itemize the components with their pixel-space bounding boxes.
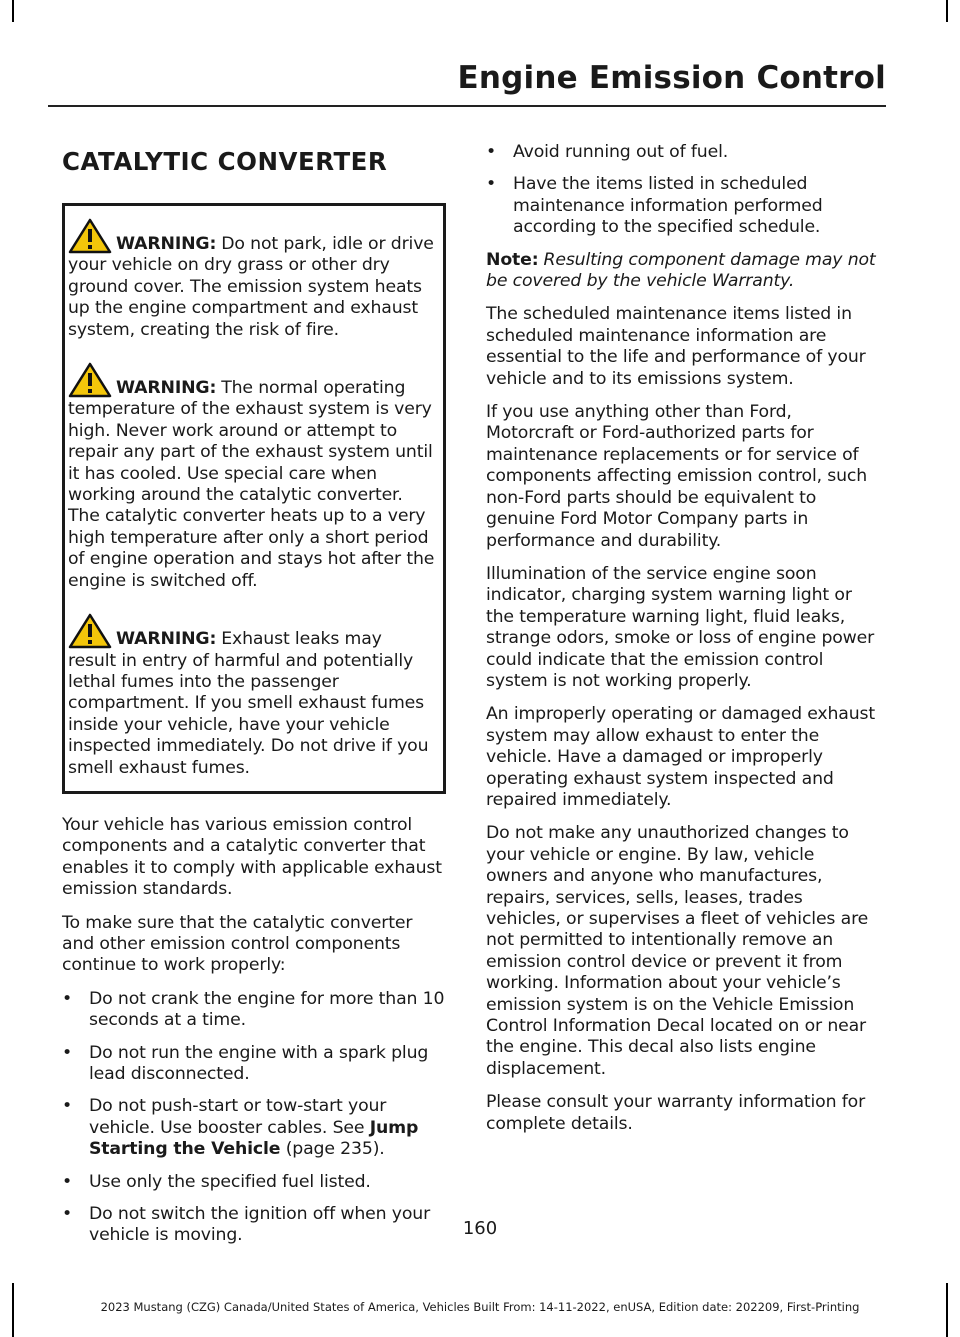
warning-triangle-icon (68, 362, 112, 398)
instructions-paragraph: To make sure that the catalytic converter and other emission control components continue to work properly: (62, 912, 413, 976)
body-paragraph: Do not make any unauthorized changes to your vehicle or engine. By law, vehicle owners and anyone who manufactures, repairs, services, sells, leases, trades vehicles, or supervises a fleet of vehicles are not permitted to intentionally remove an emission control device or prevent it from working. Information about your vehicle’s emission system is on the Vehicle Emission Control Information Decal located on or near the engine. This decal also lists engine displacement. (486, 823, 869, 1079)
warning-text: Do not park, idle or drive your vehicle on dry grass or other dry ground cover. The emission system heats up the engine compartment and exhaust system, creating the risk of fire. (68, 234, 434, 340)
bullet-icon: • (486, 174, 497, 195)
header-divider (48, 105, 886, 107)
list-item (62, 1043, 446, 1086)
bullet-icon: • (486, 142, 497, 162)
bullet-icon: • (62, 1204, 73, 1225)
body-paragraph: Please consult your warranty information for complete details. (486, 1092, 866, 1134)
warning-text: Exhaust leaks may result in entry of harmful and potentially lethal fumes into the passenger compartment. If you smell exhaust fumes inside your vehicle, have your vehicle inspected immediately. Do not drive if you smell exhaust fumes. (68, 629, 429, 778)
list-item (486, 142, 878, 163)
list-item-text: Do not crank the engine for more than 10 seconds at a time. (89, 988, 445, 1031)
list-item-text: Have the items listed in scheduled maintenance information performed according to the specified schedule. (513, 174, 823, 238)
crop-mark-top-left (12, 0, 14, 22)
page-reference: (page 235). (285, 1139, 385, 1160)
warning-box (62, 203, 446, 794)
left-column (62, 140, 446, 1258)
list-item-text: Avoid running out of fuel. (513, 142, 729, 162)
body-paragraph: Illumination of the service engine soon indicator, charging system warning light or the temperature warning light, fluid leaks, strange odors, smoke or loss of engine power could indicate that the emission control system is not working properly. (486, 563, 875, 691)
list-item (486, 174, 878, 238)
right-bullet-list (486, 142, 878, 239)
warning-2 (68, 362, 435, 592)
body-paragraph: The scheduled maintenance items listed in scheduled maintenance information are essential to the life and performance of your vehicle and to its emissions system. (486, 304, 866, 389)
list-item-text: Do not run the engine with a spark plug lead disconnected. (89, 1042, 429, 1084)
list-item (62, 989, 446, 1032)
warning-label: WARNING: (116, 629, 217, 650)
right-column (486, 142, 878, 1147)
list-item-text: Do not push-start or tow-start your vehicle. Use booster cables. See (89, 1096, 387, 1138)
page-header-title: Engine Emission Control (457, 60, 886, 96)
warning-label: WARNING: (116, 378, 217, 399)
bullet-icon: • (62, 1096, 73, 1117)
page-number: 160 (462, 1218, 498, 1239)
body-paragraph: If you use anything other than Ford, Motorcraft or Ford-authorized parts for maintenance replacements or for service of components affecting emission control, such non-Ford parts should be equivalent to genuine Ford Motor Company parts in performance and durability. (486, 402, 868, 551)
crop-mark-top-right (946, 0, 948, 22)
intro-paragraph: Your vehicle has various emission control components and a catalytic converter that enables it to comply with applicable exhaust emission standards. (62, 814, 442, 900)
warning-1 (68, 218, 435, 341)
warning-3 (68, 613, 435, 779)
section-title: CATALYTIC CONVERTER (62, 147, 388, 176)
note-text: Resulting component damage may not be covered by the vehicle Warranty. (486, 249, 876, 292)
warning-triangle-icon (68, 613, 112, 649)
left-bullet-list (62, 989, 446, 1247)
warning-text: The normal operating temperature of the exhaust system is very high. Never work around or attempt to repair any part of the exhaust system until it has cooled. Use special care when working around the catalytic converter. The catalytic converter heats up to a very high temperature after only a short period of engine operation and stays hot after the engine is switched off. (68, 378, 435, 591)
warning-triangle-icon (68, 218, 112, 254)
bullet-icon: • (62, 1171, 73, 1192)
warning-label: WARNING: (116, 234, 217, 254)
jump-starting-link[interactable]: Jump Starting the Vehicle (89, 1117, 419, 1160)
list-item (62, 1172, 446, 1193)
list-item (62, 1096, 446, 1160)
list-item-text: Do not switch the ignition off when your vehicle is moving. (89, 1204, 431, 1246)
list-item-text: Use only the specified fuel listed. (89, 1171, 371, 1192)
footer-text: 2023 Mustang (CZG) Canada/United States of America, Vehicles Built From: 14-11-2022, enUSA, Edition date: 202209, First-Printing (100, 1300, 860, 1314)
note-paragraph (486, 250, 878, 293)
bullet-icon: • (62, 988, 73, 1009)
note-label: Note: (486, 249, 539, 270)
bullet-icon: • (62, 1042, 73, 1063)
body-paragraph: An improperly operating or damaged exhaust system may allow exhaust to enter the vehicle. Have a damaged or improperly operating exhaust system inspected and repaired immediately. (486, 704, 876, 810)
